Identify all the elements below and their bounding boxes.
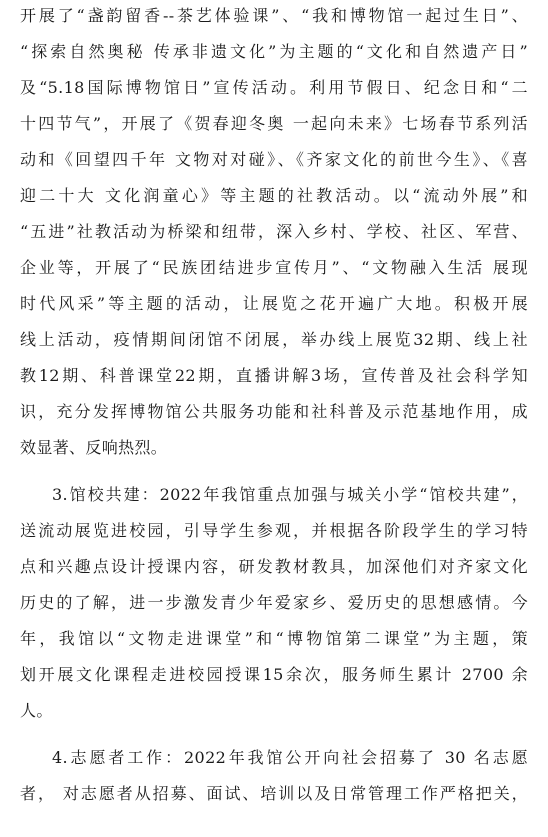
text-line: “五进”社教活动为桥梁和纽带，深入乡村、学校、社区、军营、 bbox=[20, 222, 528, 241]
text-line: “探索自然奥秘 传承非遗文化”为主题的“文化和自然遗产日” bbox=[20, 42, 528, 61]
text-line: 及“5.18国际博物馆日”宣传活动。利用节假日、纪念日和“二 bbox=[20, 78, 528, 97]
text-line: 开展了“盏韵留香--茶艺体验课”、“我和博物馆一起过生日”、 bbox=[20, 6, 528, 25]
text-line: 企业等，开展了“民族团结进步宣传月”、“文物融入生活 展现 bbox=[20, 258, 528, 277]
text-line: 识，充分发挥博物馆公共服务功能和社科普及示范基地作用，成 bbox=[20, 402, 528, 421]
text-line: 教12期、科普课堂22期，直播讲解3场，宣传普及社会科学知 bbox=[20, 366, 528, 385]
text-line: 时代风采”等主题的活动，让展览之花开遍广大地。积极开展 bbox=[20, 294, 528, 313]
section-heading-line: 4.志愿者工作：2022年我馆公开向社会招募了 30 名志愿 bbox=[52, 748, 528, 767]
text-line: 十四节气”，开展了《贺春迎冬奥 一起向未来》七场春节系列活 bbox=[20, 114, 528, 133]
section-heading-line: 3.馆校共建：2022年我馆重点加强与城关小学“馆校共建”， bbox=[52, 485, 528, 504]
text-line: 人。 bbox=[20, 701, 53, 720]
text-line: 送流动展览进校园，引导学生参观，并根据各阶段学生的学习特 bbox=[20, 521, 528, 540]
text-line: 划开展文化课程走进校园授课15余次，服务师生累计 2700 余 bbox=[20, 665, 528, 684]
text-line: 线上活动，疫情期间闭馆不闭展，举办线上展览32期、线上社 bbox=[20, 330, 528, 349]
text-line: 动和《回望四千年 文物对对碰》、《齐家文化的前世今生》、《喜 bbox=[20, 150, 528, 169]
text-line: 效显著、反响热烈。 bbox=[20, 438, 168, 457]
text-line: 者， 对志愿者从招募、面试、培训以及日常管理工作严格把关， bbox=[20, 784, 528, 803]
text-line: 点和兴趣点设计授课内容，研发教材教具，加深他们对齐家文化 bbox=[20, 557, 528, 576]
text-line: 历史的了解，进一步激发青少年爱家乡、爱历史的思想感情。今 bbox=[20, 593, 528, 612]
text-line: 年，我馆以“文物走进课堂”和“博物馆第二课堂”为主题，策 bbox=[20, 629, 528, 648]
text-line: 迎二十大 文化润童心》等主题的社教活动。以“流动外展”和 bbox=[20, 186, 528, 205]
